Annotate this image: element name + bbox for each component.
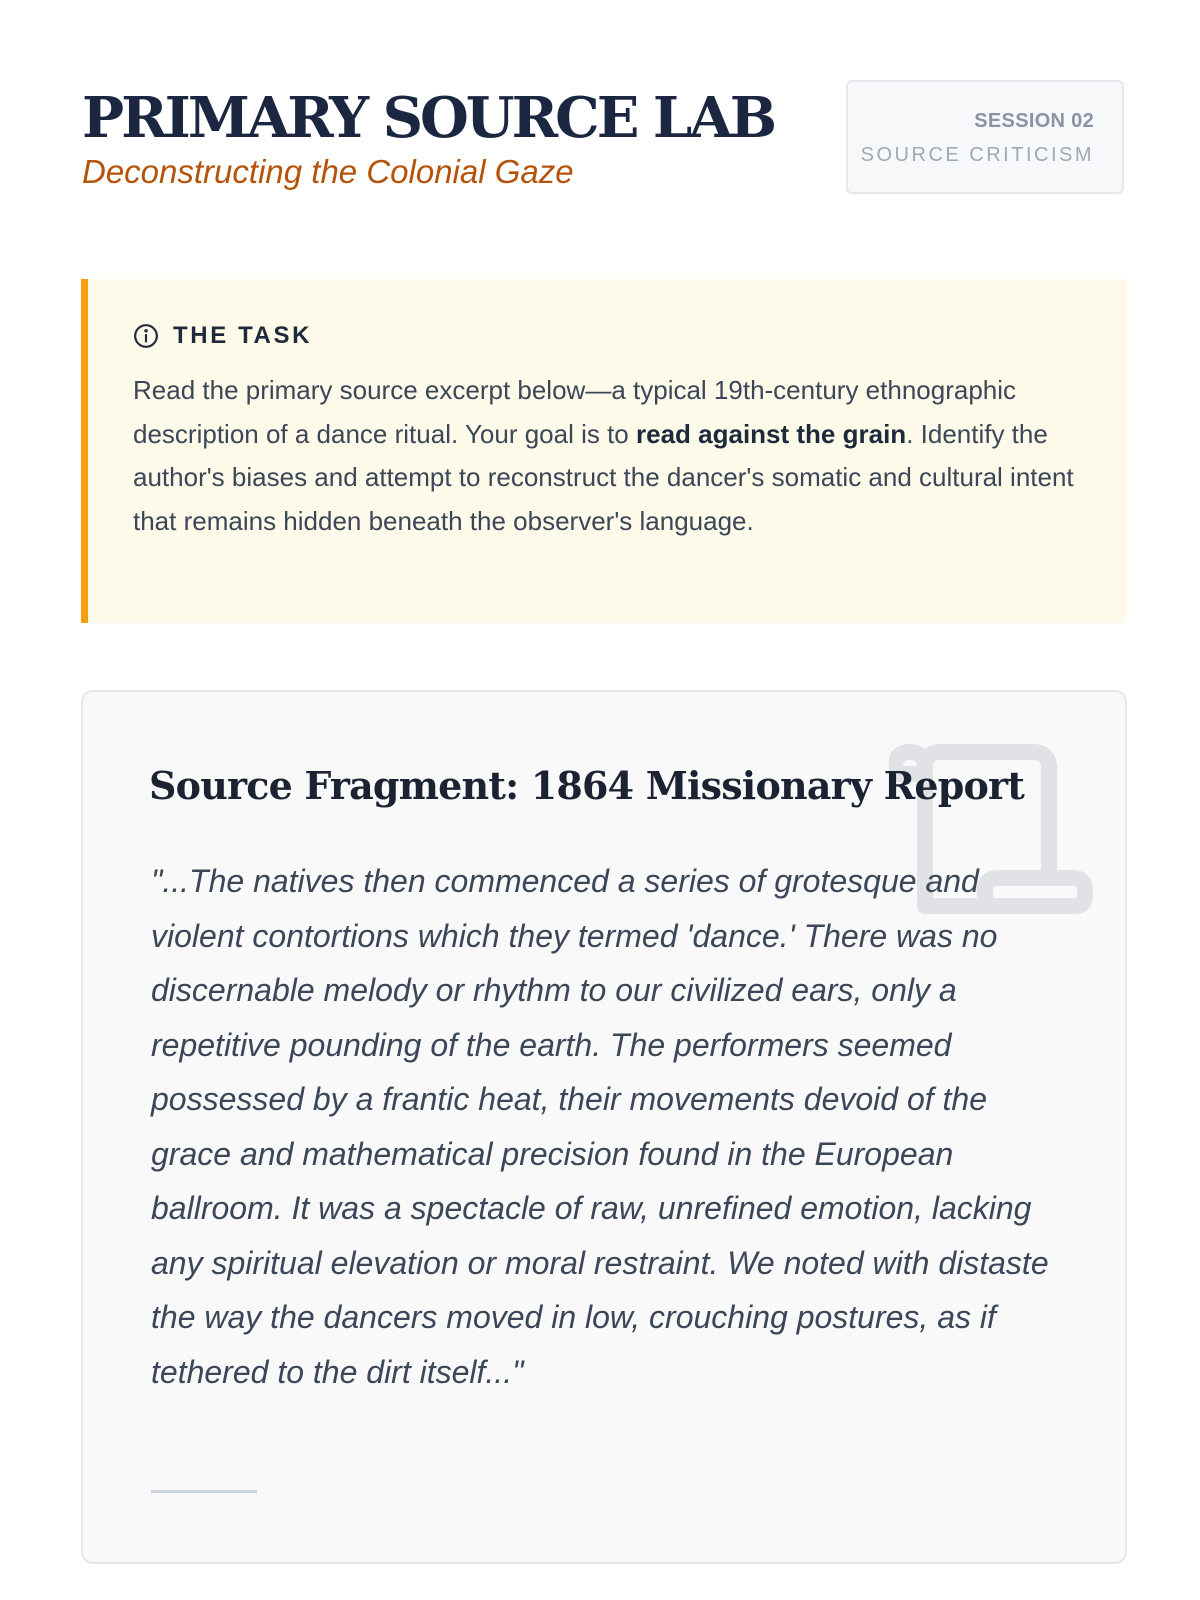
session-id: SESSION 02 [974, 110, 1094, 132]
page-subtitle: Deconstructing the Colonial Gaze [82, 153, 574, 190]
session-badge [846, 80, 1124, 194]
source-card [81, 690, 1127, 1564]
page-header [82, 80, 1128, 200]
page-title: PRIMARY SOURCE LAB [82, 85, 775, 151]
task-text-emphasis: read against the grain [636, 418, 907, 449]
task-label: THE TASK [173, 322, 313, 349]
task-description [133, 369, 1093, 543]
source-title: Source Fragment: 1864 Missionary Report [149, 763, 1025, 808]
task-heading [133, 321, 312, 351]
session-topic: SOURCE CRITICISM [860, 144, 1094, 166]
task-text-end: . Identify the author's biases and attempt to reconstruct the dancer's somatic and cultural intent that remains hidden beneath the observer's language. [133, 418, 1074, 536]
source-quote: "...The natives then commenced a series of grotesque and violent contortions which they termed 'dance.' There was no discernable melody or rhythm to our civilized ears, only a repetitive pounding of the earth. The performers seemed possessed by a frantic heat, their movements devoid of the grace and mathematical precision found in the European ballroom. It was a spectacle of raw, unrefined emotion, lacking any spiritual elevation or moral restraint. We noted with distaste the way the dancers moved in low, crouching postures, as if tethered to the dirt itself..." [151, 863, 1049, 1390]
task-text-start: Read the primary source excerpt below—a typical 19th-century ethnographic description of a dance ritual. Your goal is to [133, 375, 1017, 449]
info-icon [133, 323, 159, 349]
task-callout [81, 279, 1127, 623]
divider [151, 1490, 257, 1493]
